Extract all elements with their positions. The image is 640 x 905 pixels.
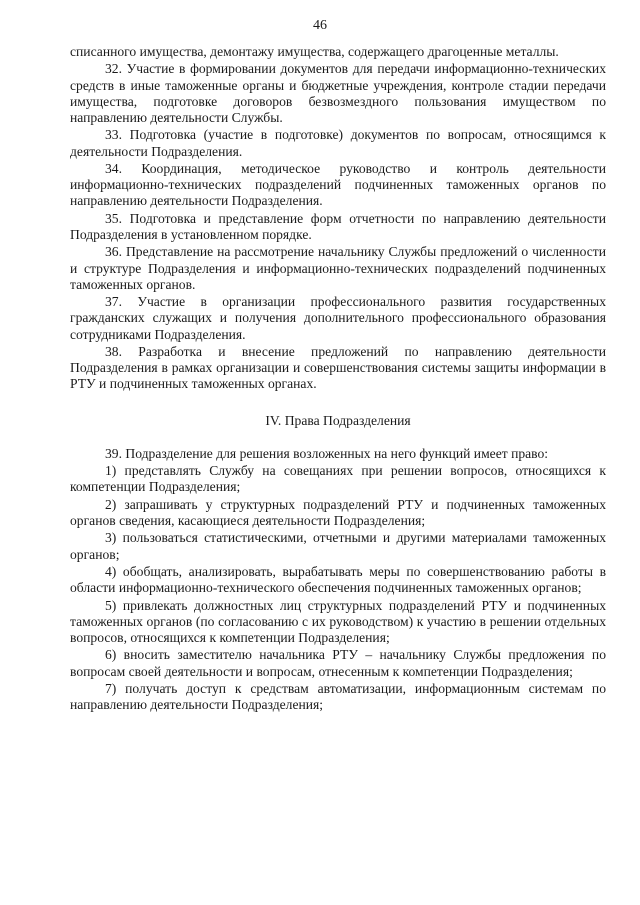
paragraph: 2) запрашивать у структурных подразделений РТУ и подчиненных таможенных органов сведения, касающиеся деятельности Подразделения; (70, 496, 606, 528)
rights-list (70, 446, 606, 714)
paragraph: 35. Подготовка и представление форм отчетности по направлению деятельности Подразделения в установленном порядке. (70, 210, 606, 242)
paragraph: 37. Участие в организации профессионального развития государственных гражданских служащих и получения дополнительного профессионального образования сотрудниками Подразделения. (70, 294, 606, 342)
paragraph: 5) привлекать должностных лиц структурных подразделений РТУ и подчиненных таможенных органов (по согласованию с их руководством) к участию в решении отдельных вопросов, относящихся к компетенции Подразделения; (70, 597, 606, 645)
paragraph: 1) представлять Службу на совещаниях при решении вопросов, относящихся к компетенции Подразделения; (70, 463, 606, 495)
paragraph: 32. Участие в формировании документов для передачи информационно-технических средств в иные таможенные органы и бюджетные учреждения, контроле стадии передачи имущества, подготовке договоров безвозмездного пользования имуществом по направлению деятельности Службы. (70, 61, 606, 125)
paragraph: 3) пользоваться статистическими, отчетными и другими материалами таможенных органов; (70, 530, 606, 562)
functions-list (70, 44, 606, 393)
paragraph: 36. Представление на рассмотрение начальнику Службы предложений о численности и структуре Подразделения и информационно-технических подразделений подчиненных таможенных органов. (70, 244, 606, 292)
section-heading: IV. Права Подразделения (265, 412, 411, 428)
paragraph: 33. Подготовка (участие в подготовке) документов по вопросам, относящимся к деятельности Подразделения. (70, 127, 606, 159)
paragraph: 38. Разработка и внесение предложений по направлению деятельности Подразделения в рамках организации и совершенствования системы защиты информации в РТУ и подчиненных таможенных органах. (70, 343, 606, 392)
paragraph: 39. Подразделение для решения возложенных на него функций имеет право: (105, 445, 549, 461)
page-number: 46 (313, 18, 327, 33)
document-body (70, 44, 606, 715)
paragraph: 6) вносить заместителю начальника РТУ – начальнику Службы предложения по вопросам своей деятельности и вопросам, отнесенным к компетенции Подразделения; (70, 647, 606, 679)
paragraph: 7) получать доступ к средствам автоматизации, информационным системам по направлению деятельности Подразделения; (70, 680, 606, 713)
paragraph: 34. Координация, методическое руководство и контроль деятельности информационно-технических подразделений подчиненных таможенных органов по направлению деятельности Подразделения. (70, 160, 606, 209)
paragraph: 4) обобщать, анализировать, вырабатывать меры по совершенствованию работы в области информационно-технического обеспечения подчиненных таможенных органов; (70, 563, 606, 596)
paragraph: списанного имущества, демонтажу имущества, содержащего драгоценные металлы. (70, 44, 559, 59)
